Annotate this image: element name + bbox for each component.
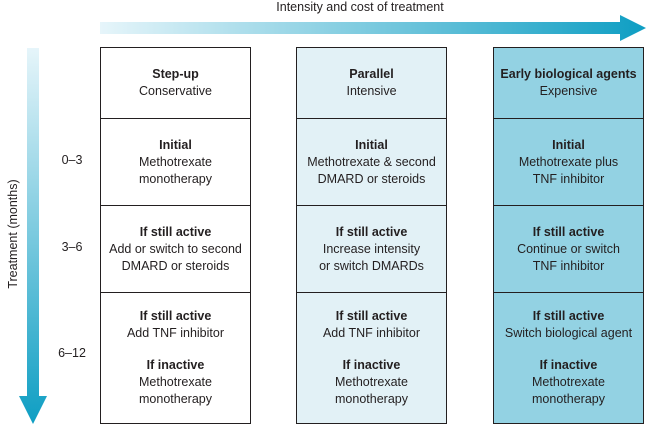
cell-title: If still active xyxy=(139,309,212,323)
cell-text: Add TNF inhibitor xyxy=(322,326,421,340)
column-header xyxy=(297,48,446,118)
cell-title: Initial xyxy=(159,137,192,152)
cell-title: If still active xyxy=(532,224,605,239)
header-title: Parallel xyxy=(349,67,394,81)
header-subtitle: Conservative xyxy=(139,84,212,98)
cell-title: If still active xyxy=(335,224,408,239)
still-active-cell xyxy=(101,205,250,292)
header-subtitle: Intensive xyxy=(346,84,397,98)
still-active-cell xyxy=(297,205,446,292)
cell-text: Methotrexate plus xyxy=(518,154,619,169)
initial-cell xyxy=(297,118,446,205)
cell-text: Methotrexate xyxy=(139,375,212,389)
initial-cell xyxy=(494,118,643,205)
cell-title: Initial xyxy=(355,137,388,152)
cell-text: Methotrexate & second xyxy=(307,154,436,169)
left-axis-label: Treatment (months) xyxy=(6,179,20,289)
cell-text: monotherapy xyxy=(139,171,212,186)
time-label-3-6: 3–6 xyxy=(61,240,83,254)
cell-text: DMARD or steroids xyxy=(121,258,230,273)
cell-title: If still active xyxy=(335,309,408,323)
cell-text: TNF inhibitor xyxy=(532,171,605,186)
strategy-column-parallel xyxy=(296,47,447,424)
cell-text: Add or switch to second xyxy=(109,241,242,256)
still-active-cell xyxy=(494,205,643,292)
time-label-6-12: 6–12 xyxy=(58,346,86,360)
cell-text: monotherapy xyxy=(532,392,605,406)
cell-text: Methotrexate xyxy=(139,154,212,169)
duration-arrow-icon xyxy=(18,48,48,424)
header-title: Step-up xyxy=(152,67,199,81)
cell-text: Increase intensity xyxy=(322,241,421,256)
cell-title: Initial xyxy=(552,137,585,152)
cell-text: Methotrexate xyxy=(532,375,605,389)
cell-title: If still active xyxy=(532,309,605,323)
cell-title: If inactive xyxy=(342,358,401,372)
cell-title: If still active xyxy=(139,224,212,239)
strategy-column-step-up xyxy=(100,47,251,424)
cell-text: TNF inhibitor xyxy=(532,258,605,273)
header-title: Early biological agents xyxy=(500,67,637,81)
late-stage-cell xyxy=(297,292,446,423)
time-label-0-3: 0–3 xyxy=(61,153,83,167)
strategy-column-early-biological xyxy=(493,47,644,424)
column-header xyxy=(101,48,250,118)
late-stage-cell xyxy=(494,292,643,423)
cell-text: Continue or switch xyxy=(517,241,620,256)
late-stage-cell xyxy=(101,292,250,423)
cell-text: monotherapy xyxy=(335,392,408,406)
initial-cell xyxy=(101,118,250,205)
column-header xyxy=(494,48,643,118)
cell-text: monotherapy xyxy=(139,392,212,406)
cell-text: DMARD or steroids xyxy=(317,171,426,186)
intensity-arrow-icon xyxy=(100,14,646,42)
cell-text: Switch biological agent xyxy=(504,326,633,340)
cell-title: If inactive xyxy=(539,358,598,372)
header-subtitle: Expensive xyxy=(539,84,598,98)
cell-text: or switch DMARDs xyxy=(319,258,424,273)
cell-text: Add TNF inhibitor xyxy=(126,326,225,340)
cell-text: Methotrexate xyxy=(335,375,408,389)
cell-title: If inactive xyxy=(146,358,205,372)
top-axis-label: Intensity and cost of treatment xyxy=(276,0,444,14)
